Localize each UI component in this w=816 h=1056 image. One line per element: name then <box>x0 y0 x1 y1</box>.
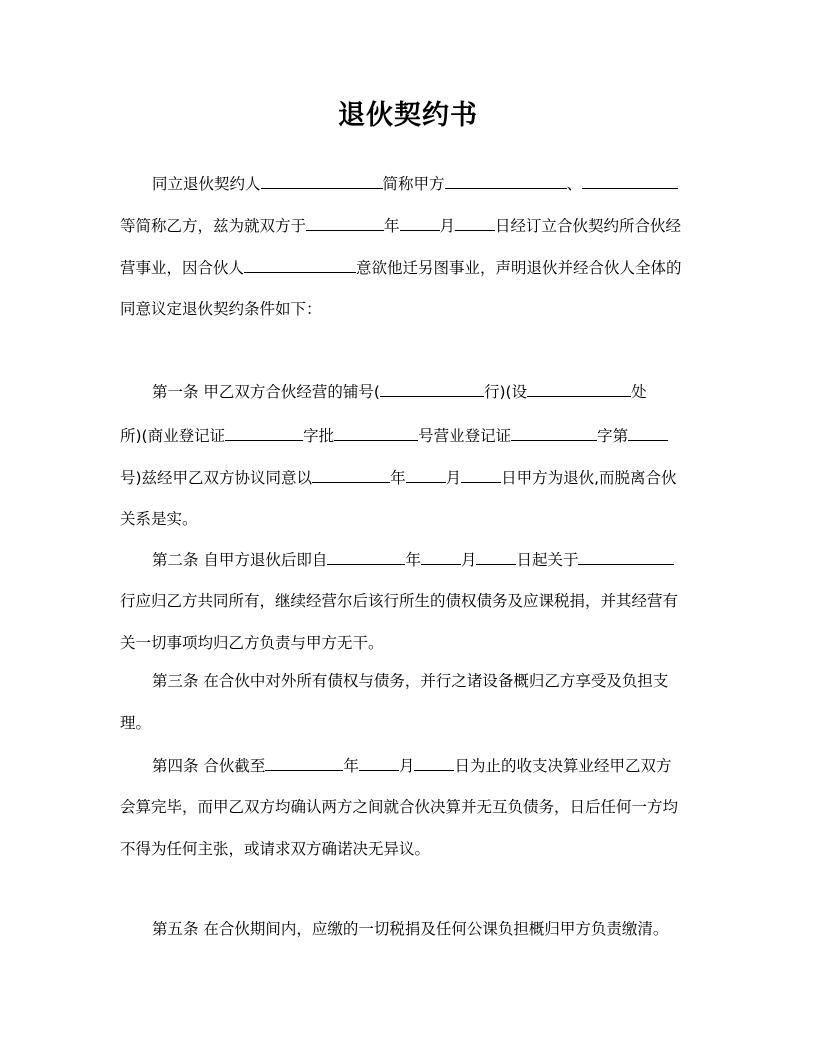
blank-day <box>461 466 501 483</box>
article-2-line-2: 行应归乙方共同所有，继续经营尔后该行所生的债权债务及应课税捐，并其经营有 <box>120 592 679 610</box>
blank-day <box>455 214 495 231</box>
article-1-line-1: 第一条 甲乙双方合伙经营的铺号( 行)(设 处 <box>152 380 700 403</box>
article-4-line-2: 会算完毕，而甲乙双方均确认两方之间就合伙决算并无互负债务，日后任何一方均 <box>120 798 679 816</box>
blank-partner <box>244 256 356 273</box>
blank-shop-name <box>380 380 484 397</box>
article-1-line-3: 号)兹经甲乙双方协议同意以 年 月 日甲方为退伙,而脱离合伙 <box>120 466 700 489</box>
article-1-line-2: 所)(商业登记证 字批 号营业登记证 字第 <box>120 424 700 447</box>
article-5-line-1: 第五条 在合伙期间内，应缴的一切税捐及任何公课负担概归甲方负责缴清。 <box>152 920 669 938</box>
blank-batch-no <box>334 424 418 441</box>
blank-year <box>312 466 390 483</box>
blank-cert-no <box>628 424 668 441</box>
blank-year <box>327 548 405 565</box>
blank-party-a-name <box>445 172 567 189</box>
article-1-line-4: 关系是实。 <box>120 510 198 528</box>
blank-year <box>306 214 384 231</box>
blank-business-cert <box>511 424 597 441</box>
preamble-line-3: 营事业，因合伙人 意欲他迁另图事业，声明退伙并经合伙人全体的 <box>120 256 700 279</box>
preamble-line-4: 同意议定退伙契约条件如下： <box>120 300 322 318</box>
preamble-line-1: 同立退伙契约人 简称甲方 、 <box>152 172 700 195</box>
blank-month <box>406 466 446 483</box>
blank-day <box>414 754 454 771</box>
blank-day <box>476 548 516 565</box>
blank-location <box>527 380 631 397</box>
blank-month <box>359 754 399 771</box>
blank-party-b <box>582 172 678 189</box>
blank-year <box>265 754 343 771</box>
article-3-line-1: 第三条 在合伙中对外所有债权与债务，并行之诸设备概归乙方享受及负担支 <box>152 672 669 690</box>
article-4-line-3: 不得为任何主张，或请求双方确诺决无异议。 <box>120 840 431 858</box>
article-3-line-2: 理。 <box>120 714 152 732</box>
article-2-line-3: 关一切事项均归乙方负责与甲方无干。 <box>120 634 384 652</box>
preamble-line-2: 等简称乙方，兹为就双方于 年 月 日经订立合伙契约所合伙经 <box>120 214 700 237</box>
blank-month <box>421 548 461 565</box>
document-title: 退伙契约书 <box>338 100 478 131</box>
blank-shop <box>578 548 674 565</box>
article-2-line-1: 第二条 自甲方退伙后即自 年 月 日起关于 <box>152 548 700 571</box>
blank-month <box>400 214 440 231</box>
blank-reg-cert <box>225 424 303 441</box>
article-4-line-1: 第四条 合伙截至 年 月 日为止的收支决算业经甲乙双方 <box>152 754 700 777</box>
blank-party-a <box>261 172 383 189</box>
